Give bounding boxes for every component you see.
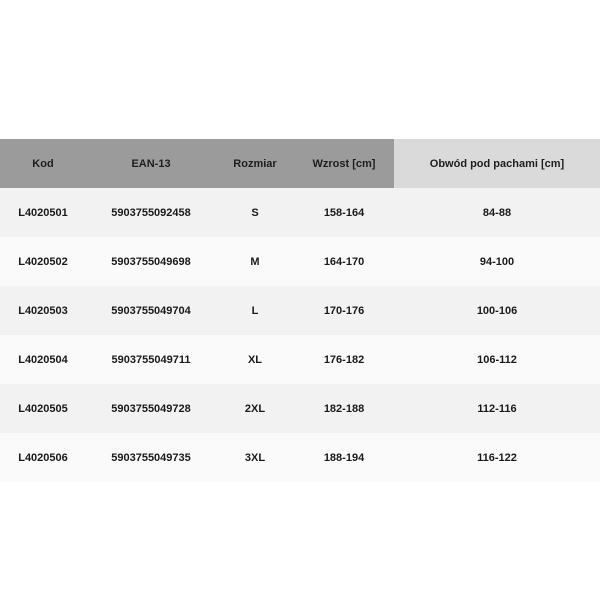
- cell-rozmiar: XL: [216, 335, 294, 384]
- header-obwod: Obwód pod pachami [cm]: [394, 139, 600, 188]
- cell-rozmiar: L: [216, 286, 294, 335]
- table-row: [0, 237, 600, 286]
- cell-rozmiar: S: [216, 188, 294, 237]
- table-row: [0, 433, 600, 482]
- cell-kod: L4020506: [0, 433, 86, 482]
- cell-kod: L4020502: [0, 237, 86, 286]
- cell-kod: L4020501: [0, 188, 86, 237]
- cell-kod: L4020505: [0, 384, 86, 433]
- cell-rozmiar: M: [216, 237, 294, 286]
- cell-wzrost: 170-176: [294, 286, 394, 335]
- cell-obwod: 112-116: [394, 384, 600, 433]
- cell-ean: 5903755049711: [86, 335, 216, 384]
- header-kod: Kod: [0, 139, 86, 188]
- cell-wzrost: 176-182: [294, 335, 394, 384]
- cell-obwod: 84-88: [394, 188, 600, 237]
- table-body: [0, 188, 600, 482]
- header-row: [0, 139, 600, 188]
- cell-ean: 5903755049704: [86, 286, 216, 335]
- cell-obwod: 94-100: [394, 237, 600, 286]
- cell-rozmiar: 2XL: [216, 384, 294, 433]
- table-row: [0, 335, 600, 384]
- cell-kod: L4020504: [0, 335, 86, 384]
- header-ean: EAN-13: [86, 139, 216, 188]
- table-header: [0, 139, 600, 188]
- table-row: [0, 188, 600, 237]
- table-row: [0, 286, 600, 335]
- header-wzrost: Wzrost [cm]: [294, 139, 394, 188]
- cell-kod: L4020503: [0, 286, 86, 335]
- cell-wzrost: 164-170: [294, 237, 394, 286]
- cell-wzrost: 188-194: [294, 433, 394, 482]
- cell-ean: 5903755049735: [86, 433, 216, 482]
- cell-wzrost: 158-164: [294, 188, 394, 237]
- cell-ean: 5903755049728: [86, 384, 216, 433]
- table-row: [0, 384, 600, 433]
- cell-obwod: 106-112: [394, 335, 600, 384]
- cell-obwod: 116-122: [394, 433, 600, 482]
- header-rozmiar: Rozmiar: [216, 139, 294, 188]
- size-chart-table: [0, 139, 600, 482]
- cell-rozmiar: 3XL: [216, 433, 294, 482]
- cell-ean: 5903755049698: [86, 237, 216, 286]
- cell-obwod: 100-106: [394, 286, 600, 335]
- cell-ean: 5903755092458: [86, 188, 216, 237]
- cell-wzrost: 182-188: [294, 384, 394, 433]
